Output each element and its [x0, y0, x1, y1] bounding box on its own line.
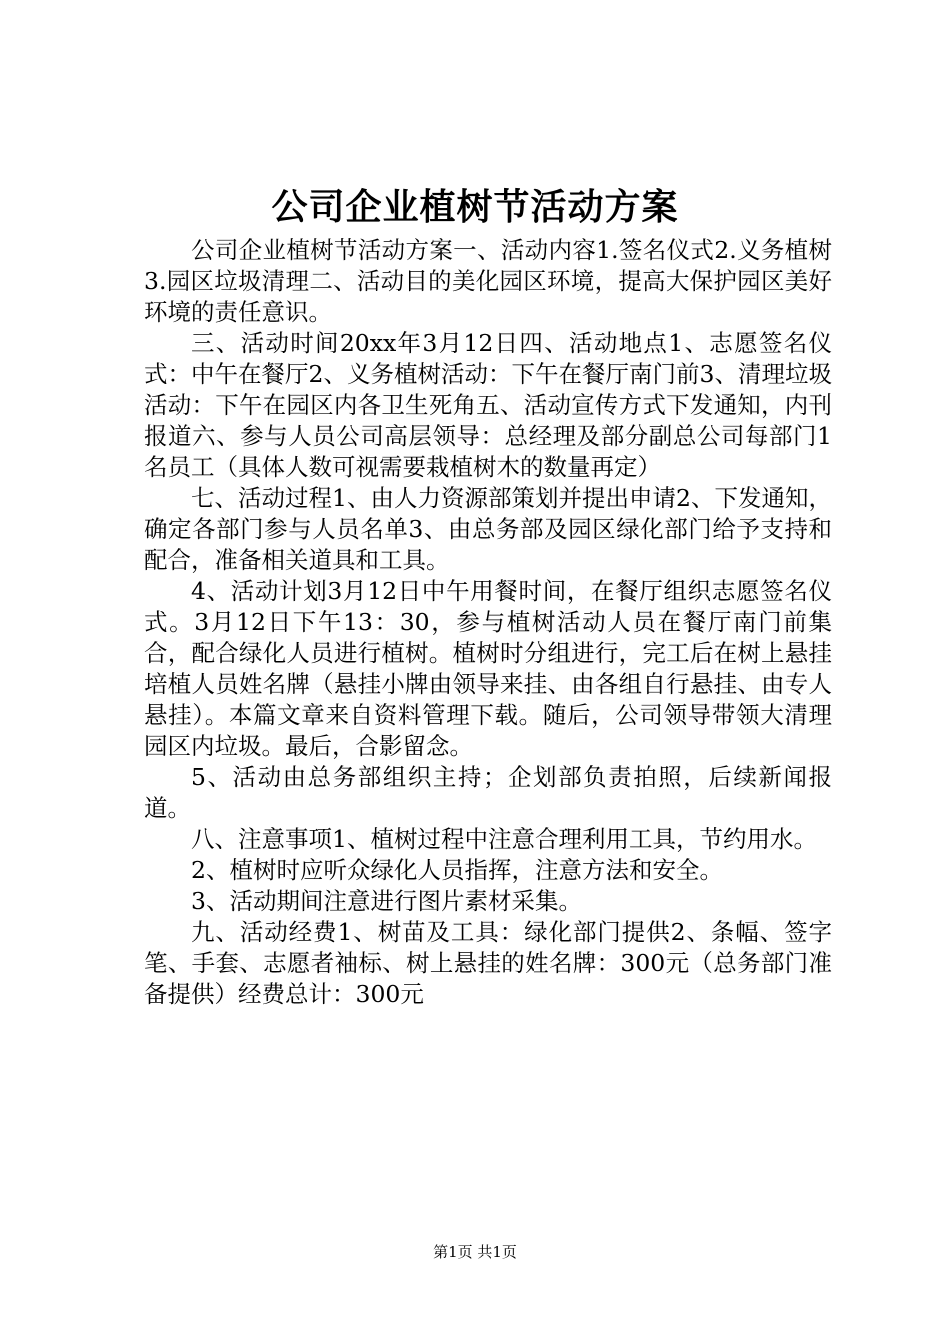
paragraph-organizer: 5、活动由总务部组织主持；企划部负责拍照，后续新闻报道。 [144, 763, 832, 822]
paragraph-activity-content: 公司企业植树节活动方案一、活动内容1.签名仪式2.义务植树3.园区垃圾清理二、活动目的美化园区环境，提高大保护园区美好环境的责任意识。 [144, 236, 832, 326]
paragraph-notes-1: 八、注意事项1、植树过程中注意合理利用工具，节约用水。 [191, 825, 817, 853]
paragraph-activity-process: 七、活动过程1、由人力资源部策划并提出申请2、下发通知，确定各部门参与人员名单3、由总务部及园区绿化部门给予支持和配合，准备相关道具和工具。 [144, 484, 832, 574]
paragraph-notes-3: 3、活动期间注意进行图片素材采集。 [191, 887, 582, 915]
paragraph-time-place-participants: 三、活动时间20xx年3月12日四、活动地点1、志愿签名仪式：中午在餐厅2、义务植树活动：下午在餐厅南门前3、清理垃圾活动：下午在园区内各卫生死角五、活动宣传方式下发通知，内刊报道六、参与人员公司高层领导：总经理及部分副总公司每部门1名员工（具体人数可视需要栽植树木的数量再定） [144, 329, 832, 481]
page-number-footer: 第1页 共1页 [433, 1243, 517, 1261]
paragraph-activity-plan: 4、活动计划3月12日中午用餐时间，在餐厅组织志愿签名仪式。3月12日下午13：30，参与植树活动人员在餐厅南门前集合，配合绿化人员进行植树。植树时分组进行，完工后在树上悬挂培植人员姓名牌（悬挂小牌由领导来挂、由各组自行悬挂、由专人悬挂）。本篇文章来自资料管理下载。随后，公司领导带领大清理园区内垃圾。最后，合影留念。 [144, 577, 832, 760]
paragraph-budget: 九、活动经费1、树苗及工具：绿化部门提供2、条幅、签字笔、手套、志愿者袖标、树上悬挂的姓名牌：300元（总务部门准备提供）经费总计：300元 [144, 918, 832, 1008]
document-body [144, 235, 832, 1010]
paragraph-notes-2: 2、植树时应听众绿化人员指挥，注意方法和安全。 [191, 856, 723, 884]
document-title: 公司企业植树节活动方案 [271, 187, 679, 228]
